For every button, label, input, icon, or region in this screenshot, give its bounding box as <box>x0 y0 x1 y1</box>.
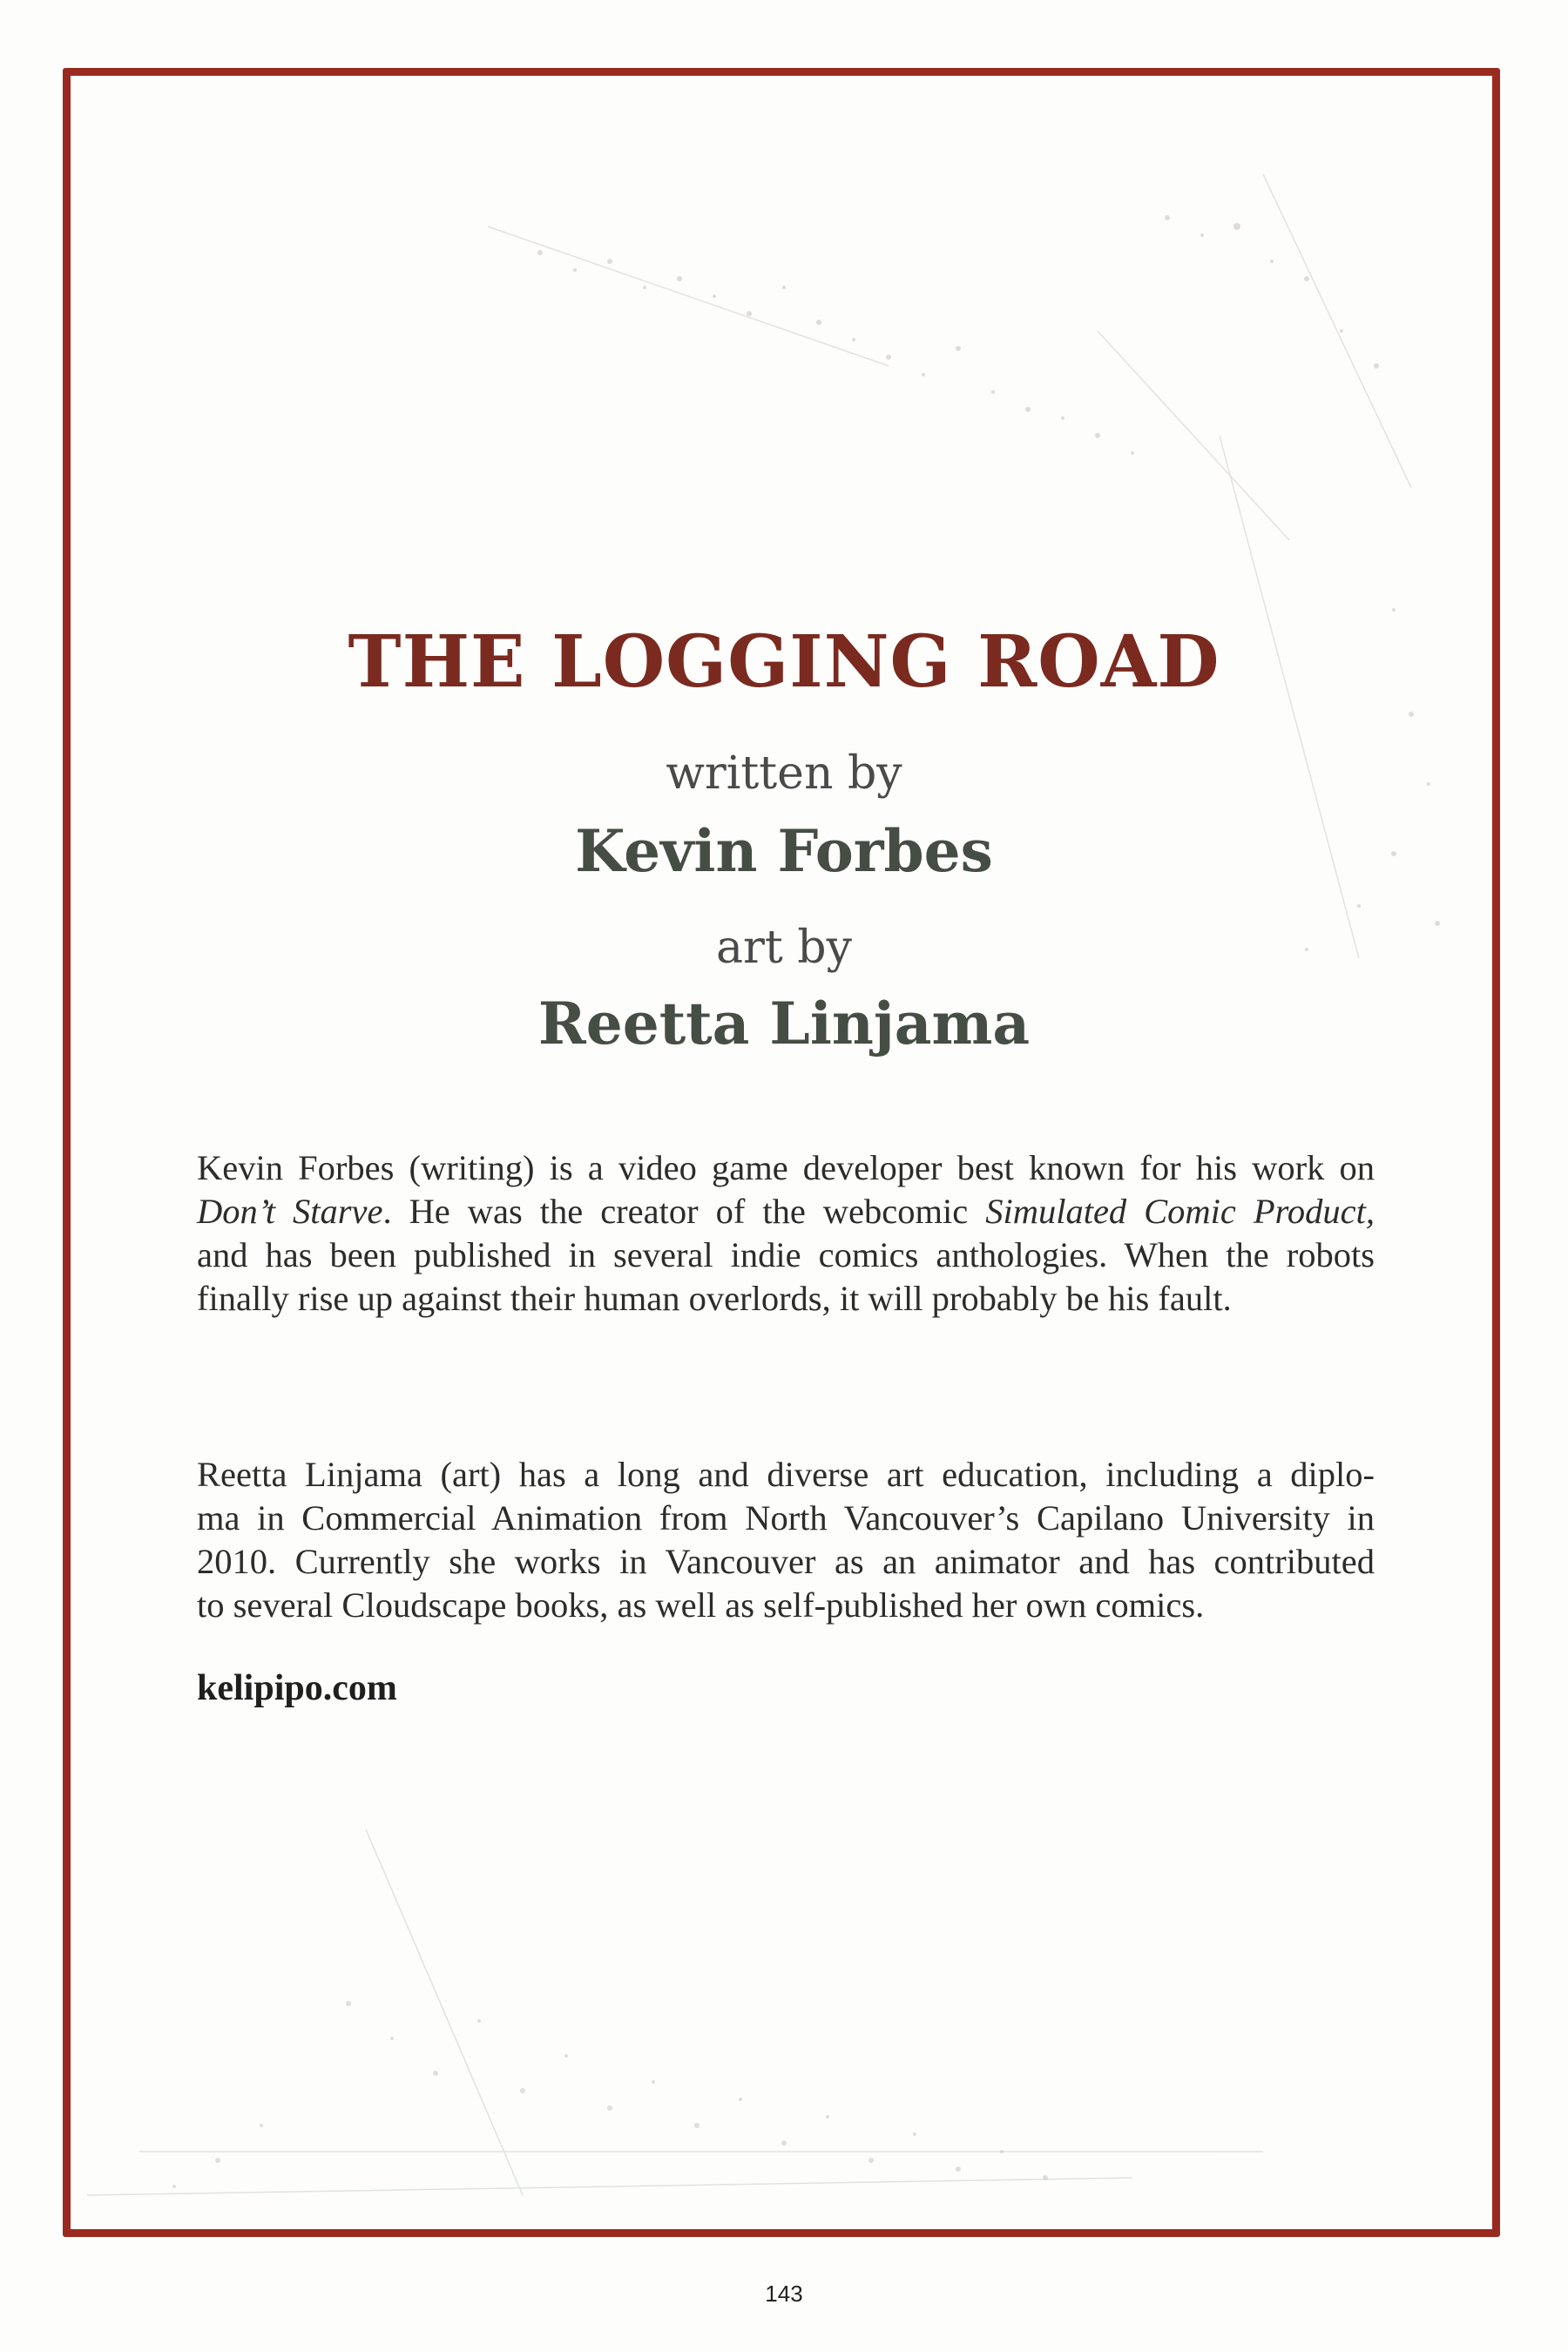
writer-bio <box>197 1146 1375 1321</box>
artist-bio-line: to several Cloudscape books, as well as self-published her own comics. <box>197 1585 1205 1625</box>
artist-website-link[interactable]: kelipipo.com <box>197 1668 397 1708</box>
art-by-label: art by <box>716 922 852 974</box>
writer-bio-text: . He was the creator of the webcomic <box>382 1192 986 1231</box>
artist-bio-line: Reetta Linjama (art) has a long and diverse art education, including a diplo- <box>197 1455 1375 1494</box>
artist-bio <box>197 1453 1375 1627</box>
written-by-label: written by <box>666 747 902 800</box>
story-title: THE LOGGING ROAD <box>348 620 1220 704</box>
artist-bio-line: 2010. Currently she works in Vancouver as an animator and has contributed <box>197 1542 1375 1581</box>
page-number: 143 <box>765 2281 803 2307</box>
game-title: Don’t Starve <box>197 1192 383 1231</box>
artist-bio-line: ma in Commercial Animation from North Vancouver’s Capilano University in <box>197 1498 1375 1538</box>
artist-name: Reetta Linjama <box>537 990 1031 1058</box>
writer-bio-line <box>197 1190 1375 1233</box>
writer-name: Kevin Forbes <box>575 817 993 885</box>
writer-bio-line: and has been published in several indie comics anthologies. When the robots <box>197 1235 1375 1274</box>
writer-bio-line: Kevin Forbes (writing) is a video game developer best known for his work on <box>197 1148 1375 1187</box>
writer-bio-line: finally rise up against their human overlords, it will probably be his fault. <box>197 1279 1232 1318</box>
webcomic-title: Simulated Comic Product, <box>985 1192 1375 1231</box>
